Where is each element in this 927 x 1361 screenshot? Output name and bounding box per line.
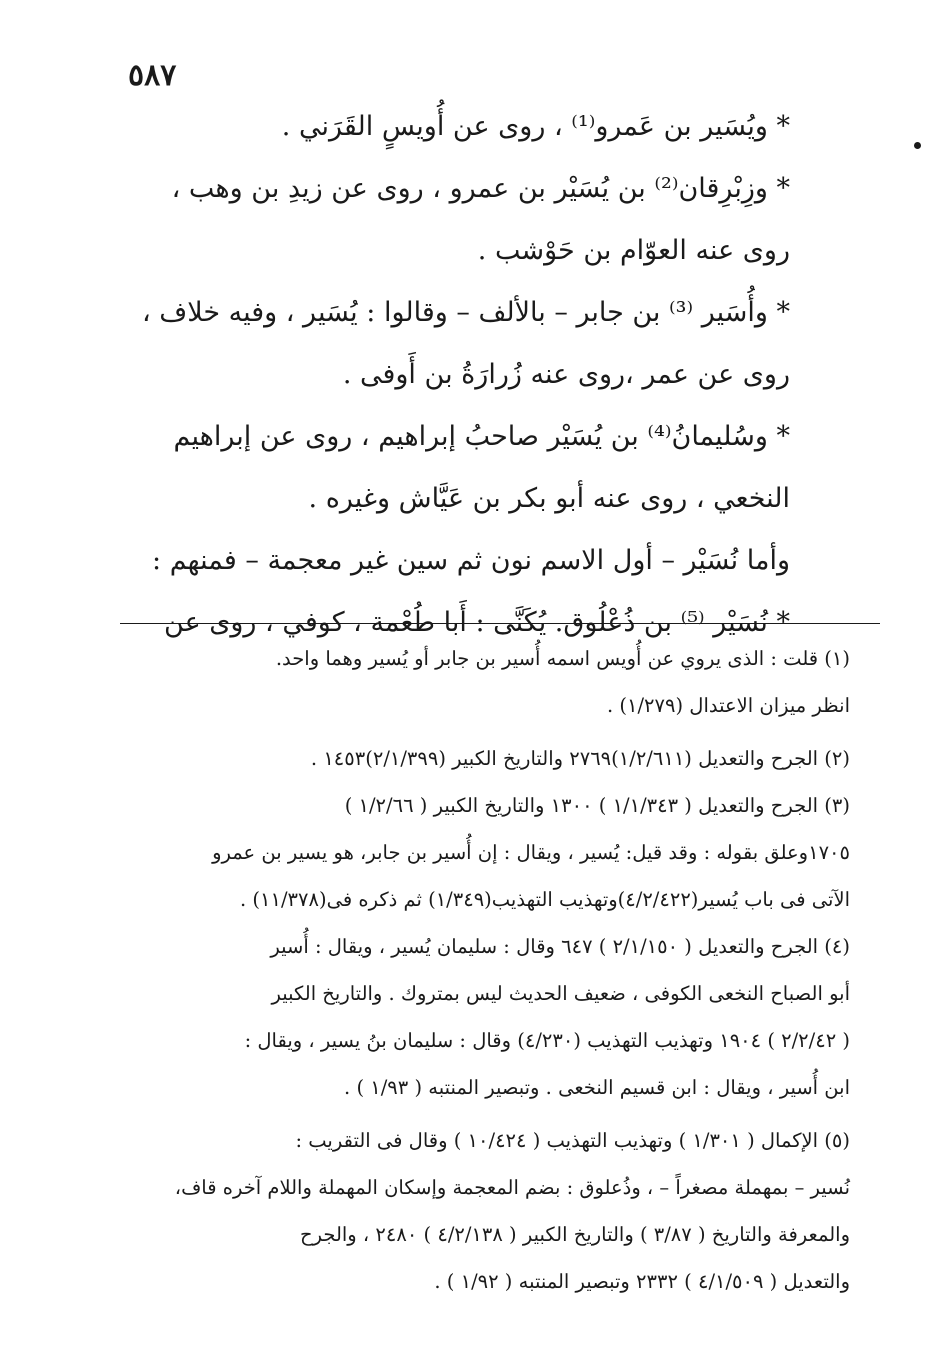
footnotes	[120, 635, 850, 1305]
footnote-line: نُسير – بمهملة مصغراً – ، وذُعلوق : بضم المعجمة وإسكان المهملة واللام آخره قاف،	[174, 1176, 850, 1199]
entry-line: * نُسَيْر ⁽⁵⁾ بن ذُعْلُوق. يُكَنَّى : أَبا طُعْمة ، كوفي ، روى عن	[164, 607, 790, 638]
footnote-line: (١) قلت : الذى يروي عن أُويس اسمه أُسير بن جابر أو يُسير وهما واحد.	[275, 647, 850, 670]
entry-line: * وزِبْرِقان⁽²⁾ بن يُسَيْر بن عمرو ، روى عن زيدِ بن وهب ،	[171, 173, 790, 204]
footnote-divider	[120, 623, 880, 624]
footnote-line: (٥) الإكمال ( ١/٣٠١ ) وتهذيب التهذيب ( ١٠/٤٢٤ ) وقال فى التقريب :	[295, 1129, 850, 1152]
margin-mark	[914, 142, 921, 149]
main-text	[118, 96, 790, 654]
footnote-line: الآتى فى باب يُسير(٤/٢/٤٢٢)وتهذيب التهذيب(١/٣٤٩) ثم ذكره فى(١١/٣٧٨) .	[240, 888, 850, 911]
footnote-line: (٢) الجرح والتعديل (١/٢/٦١١)٢٧٦٩ والتاريخ الكبير (٢/١/٣٩٩)١٤٥٣ .	[310, 747, 850, 770]
footnote-line: والتعديل ( ٤/١/٥٠٩ ) ٢٣٣٢ وتبصير المنتبه ( ١/٩٢ ) .	[434, 1270, 850, 1293]
entry-continuation-line: روى عن عمر ،روى عنه زُرارَةُ بن أَوفى .	[342, 359, 790, 390]
footnote-line: (٤) الجرح والتعديل ( ٢/١/١٥٠ ) ٦٤٧ وقال : سليمان يُسير ، ويقال : أُسير	[270, 935, 850, 958]
footnote-line: ابن أُسير ، ويقال : ابن قسيم النخعى . وتبصير المنتبه ( ١/٩٣ ) .	[344, 1076, 850, 1099]
entry-line: * وسُليمانُ⁽⁴⁾ بن يُسَيْر صاحبُ إبراهيم ، روى عن إبراهيم	[173, 421, 790, 452]
footnote-line: والمعرفة والتاريخ ( ٣/٨٧ ) والتاريخ الكبير ( ٤/٢/١٣٨ ) ٢٤٨٠ ، والجرح	[300, 1223, 850, 1246]
footnote-line: أبو الصباح النخعى الكوفى ، ضعيف الحديث ليس بمتروك . والتاريخ الكبير	[271, 982, 850, 1005]
footnote-line: انظر ميزان الاعتدال (١/٢٧٩) .	[607, 694, 850, 717]
footnote-line: ( ٢/٢/٤٢ ) ١٩٠٤ وتهذيب التهذيب (٤/٢٣٠) وقال : سليمان بنُ يسير ، ويقال :	[244, 1029, 850, 1052]
footnote-line: ١٧٠٥وعلق بقوله : وقد قيل: يُسير ، ويقال : إن أُسير بن جابر، هو يسير بن عمرو	[212, 841, 850, 864]
entry-line: * وأُسَير ⁽³⁾ بن جابر – بالألف – وقالوا : يُسَير ، وفيه خلاف ،	[141, 297, 790, 328]
entry-continuation-line: النخعي ، روى عنه أبو بكر بن عَيَّاش وغيره .	[308, 483, 790, 514]
entry-continuation-line: وأما نُسَيْر – أول الاسم نون ثم سين غير معجمة – فمنهم :	[152, 545, 790, 576]
page-number: ٥٨٧	[128, 58, 177, 93]
entry-continuation-line: روى عنه العوّام بن حَوْشب .	[477, 235, 790, 266]
entry-line: * ويُسَير بن عَمرو⁽¹⁾ ، روى عن أُويسٍ القَرَني .	[281, 111, 790, 142]
footnote-line: (٣) الجرح والتعديل ( ١/١/٣٤٣ ) ١٣٠٠ والتاريخ الكبير ( ١/٢/٦٦ )	[344, 794, 850, 817]
